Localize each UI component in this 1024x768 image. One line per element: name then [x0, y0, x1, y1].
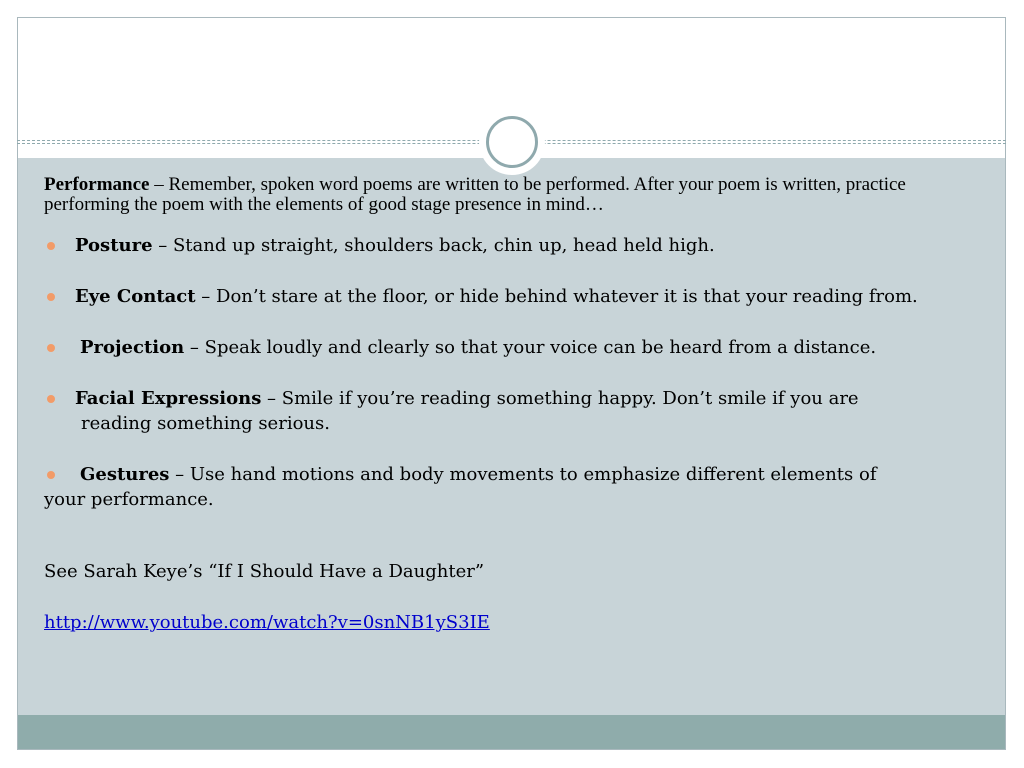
bullet-term: Posture: [75, 235, 153, 256]
bullet-text: – Speak loudly and clearly so that your voice can be heard from a distance.: [184, 337, 877, 358]
bullet-continuation: your performance.: [44, 489, 214, 510]
bullet-text: – Smile if you’re reading something happy. Don’t smile if you are: [261, 388, 859, 409]
bullet-eye-contact: [44, 286, 984, 307]
bullet-projection: [44, 337, 984, 358]
see-also-text: See Sarah Keye’s “If I Should Have a Daughter”: [44, 561, 485, 582]
bullet-continuation: reading something serious.: [81, 413, 330, 434]
intro-text: – Remember, spoken word poems are written to be performed. After your poem is written, practice performing the poem with the elements of good stage presence in mind…: [44, 174, 906, 215]
intro-term: Performance: [44, 174, 150, 195]
bullet-term: Projection: [80, 337, 185, 358]
bullet-text: – Stand up straight, shoulders back, chin up, head held high.: [152, 235, 715, 256]
bullet-term: Facial Expressions: [75, 388, 262, 409]
bullet-facial-expressions: [44, 388, 984, 409]
bullet-term: Eye Contact: [75, 286, 196, 307]
ring-icon: [486, 116, 538, 168]
bullet-text: – Don’t stare at the floor, or hide behind whatever it is that your reading from.: [195, 286, 918, 307]
footer-band: [18, 715, 1005, 749]
bullet-term: Gestures: [80, 464, 170, 485]
intro-paragraph: [44, 175, 984, 215]
slide-body: [44, 175, 984, 633]
bullet-posture: [44, 235, 984, 256]
bullet-text: – Use hand motions and body movements to emphasize different elements of: [169, 464, 877, 485]
video-link-line: [44, 612, 984, 633]
video-link[interactable]: http://www.youtube.com/watch?v=0snNB1yS3IE: [44, 612, 490, 633]
bullet-gestures: [44, 464, 984, 485]
